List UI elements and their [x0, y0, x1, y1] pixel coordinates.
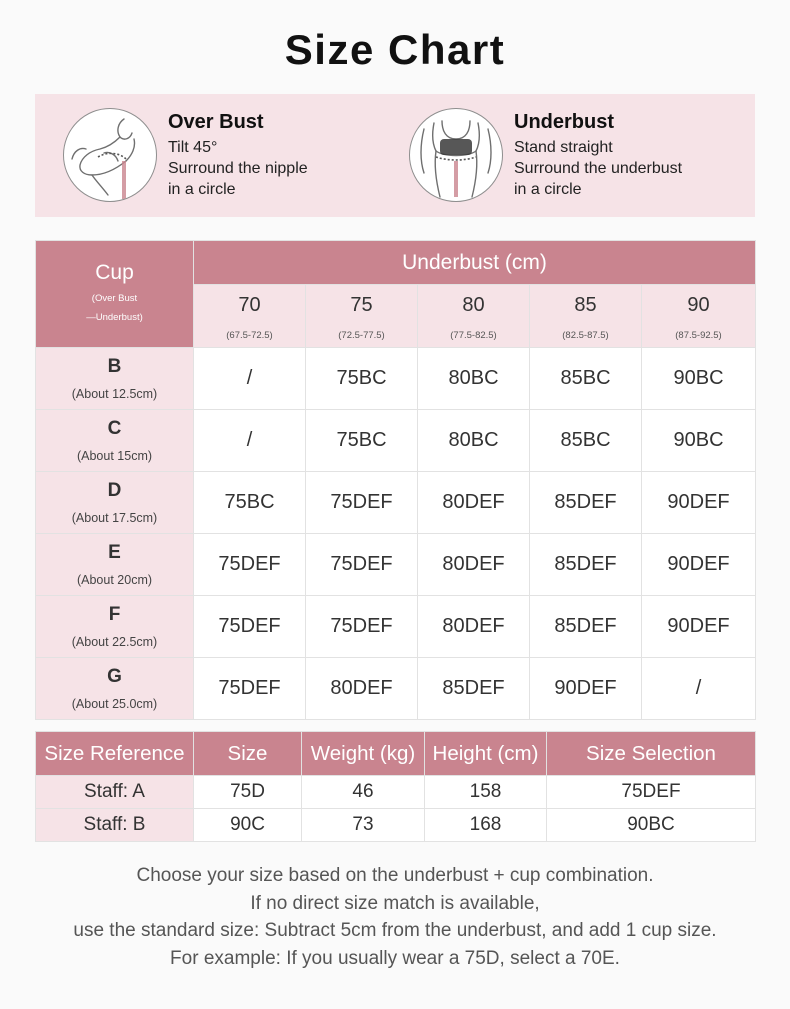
size-reference-table — [35, 731, 756, 842]
size-cell: 80BC — [418, 410, 530, 472]
row-cup: F — [108, 604, 121, 625]
size-cell: 85BC — [530, 410, 642, 472]
reference-header: Size — [194, 732, 302, 776]
column-header — [642, 285, 756, 348]
row-about: (About 25.0cm) — [71, 697, 158, 711]
over-bust-measure-icon — [63, 108, 157, 202]
underbust-line-3: in a circle — [514, 181, 582, 198]
column-header — [306, 285, 418, 348]
over-bust-line-2: Surround the nipple — [168, 160, 308, 177]
size-cell: 80DEF — [418, 596, 530, 658]
row-about: (About 22.5cm) — [71, 635, 158, 649]
column-range: (72.5-77.5) — [338, 329, 385, 341]
column-header — [194, 285, 306, 348]
column-value: 90 — [687, 293, 710, 316]
reference-cell: 90BC — [547, 809, 756, 842]
size-notes — [0, 862, 790, 972]
reference-cell: 90C — [194, 809, 302, 842]
reference-cell: 46 — [302, 776, 425, 809]
size-cell: 90BC — [642, 410, 756, 472]
over-bust-line-1: Tilt 45° — [168, 139, 218, 156]
reference-cell: 168 — [425, 809, 547, 842]
reference-cell: Staff: B — [36, 809, 194, 842]
table-row — [36, 809, 756, 842]
size-cell: 75BC — [194, 472, 306, 534]
size-cell: 85BC — [530, 348, 642, 410]
reference-header: Height (cm) — [425, 732, 547, 776]
reference-cell: 75D — [194, 776, 302, 809]
size-cell: 75DEF — [306, 472, 418, 534]
column-range: (77.5-82.5) — [450, 329, 497, 341]
size-cell: 75DEF — [194, 596, 306, 658]
size-cell: 75BC — [306, 348, 418, 410]
table-row — [36, 472, 756, 534]
cup-header-sub-2: —Underbust) — [86, 311, 143, 323]
cup-header-sub-1: (Over Bust — [91, 292, 138, 304]
reference-cell: 73 — [302, 809, 425, 842]
row-header — [36, 472, 194, 534]
table-row — [36, 596, 756, 658]
size-cell: 80DEF — [306, 658, 418, 720]
size-cell: 75DEF — [194, 658, 306, 720]
note-line: For example: If you usually wear a 75D, select a 70E. — [170, 947, 620, 969]
column-range: (87.5-92.5) — [675, 329, 722, 341]
over-bust-title: Over Bust — [168, 111, 264, 133]
row-cup: C — [107, 418, 122, 439]
column-header — [418, 285, 530, 348]
column-value: 80 — [462, 293, 485, 316]
size-cell: 75BC — [306, 410, 418, 472]
row-about: (About 17.5cm) — [71, 511, 158, 525]
reference-cell: 158 — [425, 776, 547, 809]
row-about: (About 20cm) — [76, 573, 153, 587]
size-cell: 85DEF — [418, 658, 530, 720]
row-cup: E — [108, 542, 121, 563]
reference-cell: 75DEF — [547, 776, 756, 809]
row-header — [36, 534, 194, 596]
over-bust-line-3: in a circle — [168, 181, 236, 198]
row-header — [36, 658, 194, 720]
column-value: 70 — [238, 293, 261, 316]
table-row — [36, 410, 756, 472]
reference-header: Weight (kg) — [302, 732, 425, 776]
column-header — [530, 285, 642, 348]
row-header — [36, 348, 194, 410]
reference-header: Size Selection — [547, 732, 756, 776]
row-about: (About 15cm) — [76, 449, 153, 463]
table-row — [36, 534, 756, 596]
table-row — [36, 348, 756, 410]
page-title: Size Chart — [284, 26, 506, 73]
table-row — [36, 776, 756, 809]
row-cup: D — [107, 480, 122, 501]
cup-header-label: Cup — [95, 260, 134, 284]
size-cell: 75DEF — [306, 596, 418, 658]
size-cell: / — [642, 658, 756, 720]
size-cell: 75DEF — [194, 534, 306, 596]
column-value: 75 — [350, 293, 373, 316]
row-cup: B — [107, 356, 122, 377]
reference-header: Size Reference — [36, 732, 194, 776]
size-cell: / — [194, 410, 306, 472]
reference-cell: Staff: A — [36, 776, 194, 809]
size-cell: 80DEF — [418, 472, 530, 534]
size-chart-table — [35, 240, 756, 720]
size-cell: 80DEF — [418, 534, 530, 596]
size-cell: 90BC — [642, 348, 756, 410]
size-cell: 90DEF — [642, 472, 756, 534]
size-cell: 90DEF — [642, 534, 756, 596]
note-line: use the standard size: Subtract 5cm from the underbust, and add 1 cup size. — [73, 920, 717, 941]
note-line: Choose your size based on the underbust + cup combination. — [136, 865, 654, 886]
row-header — [36, 410, 194, 472]
column-range: (82.5-87.5) — [562, 329, 609, 341]
row-cup: G — [107, 666, 122, 687]
column-range: (67.5-72.5) — [226, 329, 273, 341]
underbust-measure-icon — [409, 108, 503, 202]
size-cell: 90DEF — [530, 658, 642, 720]
size-cell: 85DEF — [530, 472, 642, 534]
table-row — [36, 658, 756, 720]
size-cell: / — [194, 348, 306, 410]
size-cell: 90DEF — [642, 596, 756, 658]
note-line: If no direct size match is available, — [250, 892, 540, 914]
size-cell: 80BC — [418, 348, 530, 410]
size-cell: 85DEF — [530, 596, 642, 658]
underbust-header: Underbust (cm) — [194, 241, 756, 285]
underbust-title: Underbust — [514, 111, 614, 133]
size-cell: 75DEF — [306, 534, 418, 596]
column-value: 85 — [574, 293, 597, 316]
measurement-guide — [35, 94, 755, 217]
row-about: (About 12.5cm) — [71, 387, 158, 401]
underbust-line-2: Surround the underbust — [514, 160, 683, 177]
size-cell: 85DEF — [530, 534, 642, 596]
cup-header — [36, 241, 194, 348]
row-header — [36, 596, 194, 658]
underbust-line-1: Stand straight — [514, 139, 613, 156]
